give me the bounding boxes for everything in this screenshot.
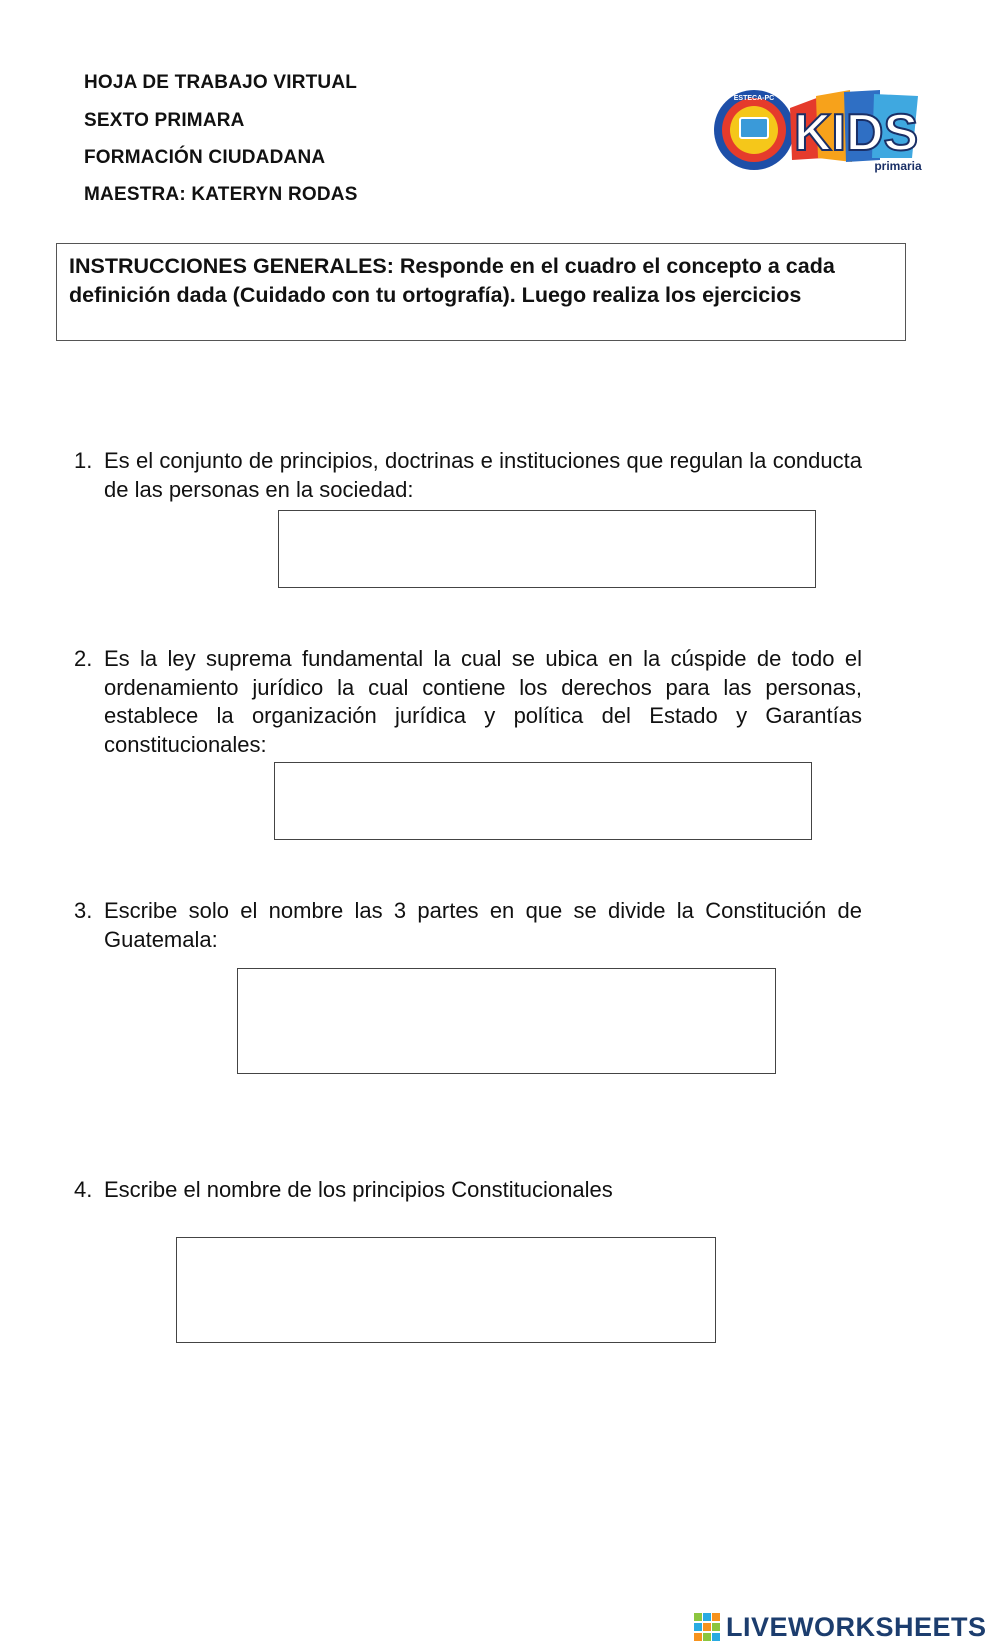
instructions-box (56, 243, 906, 341)
instructions-text: INSTRUCCIONES GENERALES: Responde en el cuadro el concepto a cada definición dada (Cuidado con tu ortografía). Luego realiza los ejercicios (69, 254, 835, 307)
question-4-text: Escribe el nombre de los principios Constitucionales (104, 1177, 613, 1202)
liveworksheets-icon (694, 1613, 720, 1641)
question-2-text: Es la ley suprema fundamental la cual se ubica en la cúspide de todo el ordenamiento jurídico la cual contiene los derechos para las personas, establece la organización jurídica y política del Estado y Garantías constitucionales: (104, 646, 862, 757)
question-2 (74, 645, 862, 759)
question-3 (74, 897, 862, 954)
logo-brand-text: KIDS (794, 104, 919, 162)
question-2-number: 2. (74, 646, 93, 671)
question-1-text: Es el conjunto de principios, doctrinas e instituciones que regulan la conducta de las personas en la sociedad: (104, 448, 862, 502)
question-3-number: 3. (74, 898, 93, 923)
kids-primaria-logo (712, 78, 942, 174)
answer-box-2[interactable] (274, 762, 812, 840)
question-1 (74, 447, 862, 504)
answer-box-3[interactable] (237, 968, 776, 1074)
logo-sub-text: primaria (874, 159, 922, 173)
question-4-number: 4. (74, 1177, 93, 1202)
question-3-text: Escribe solo el nombre las 3 partes en que se divide la Constitución de Guatemala: (104, 898, 862, 952)
question-1-number: 1. (74, 448, 93, 473)
logo-seal-text: ESTECA-PC (733, 95, 775, 102)
header-teacher: MAESTRA: KATERYN RODAS (84, 184, 358, 205)
header-grade: SEXTO PRIMARA (84, 110, 245, 131)
liveworksheets-wordmark: LIVEWORKSHEETS (726, 1611, 987, 1642)
answer-box-4[interactable] (176, 1237, 716, 1343)
header-subject: FORMACIÓN CIUDADANA (84, 147, 326, 168)
answer-box-1[interactable] (278, 510, 816, 588)
liveworksheets-footer (694, 1610, 987, 1644)
question-4 (74, 1176, 862, 1205)
header-title: HOJA DE TRABAJO VIRTUAL (84, 72, 358, 93)
